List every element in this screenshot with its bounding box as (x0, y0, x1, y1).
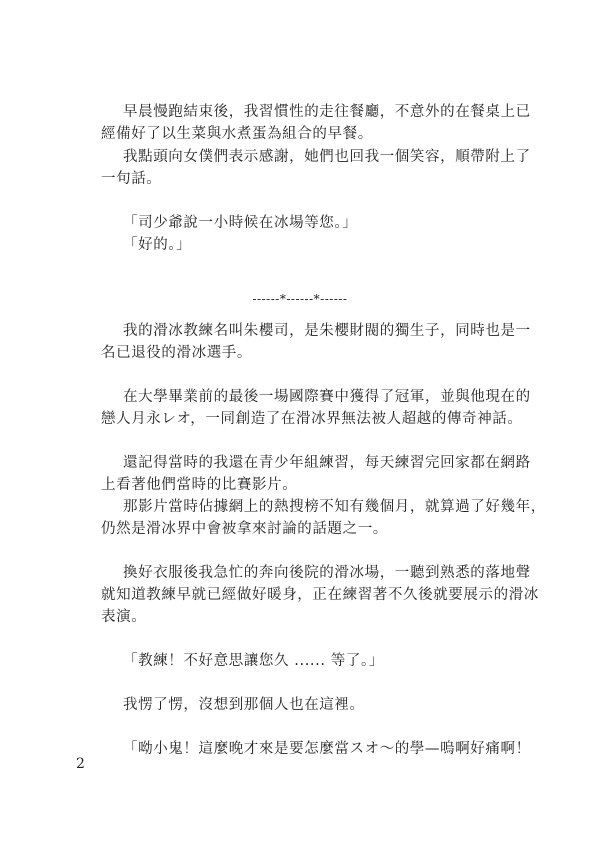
text-line: 我愣了愣，沒想到那個人也在這裡。 (123, 697, 365, 713)
text-line: 戀人月永レオ，一同創造了在滑冰界無法被人超越的傳奇神話。 (101, 411, 523, 427)
text-line: 我的滑冰教練名叫朱櫻司，是朱櫻財閥的獨生子，同時也是一 (123, 323, 531, 339)
text-line: 我點頭向女僕們表示感謝，她們也回我一個笑容，順帶附上了 (123, 149, 531, 165)
text-line: 名已退役的滑冰選手。 (101, 345, 252, 361)
text-line: 表演。 (101, 609, 147, 625)
dialogue-line: 「司少爺說一小時候在冰場等您。」 (123, 215, 358, 231)
text-line: 上看著他們當時的比賽影片。 (101, 477, 298, 493)
text-line: 還記得當時的我還在青少年組練習，每天練習完回家都在網路 (123, 455, 531, 471)
text-line: 經備好了以生菜與水煮蛋為組合的早餐。 (101, 126, 373, 142)
section-separator: ------*------*------ (252, 292, 348, 306)
text-line: 仍然是滑冰界中會被拿來討論的話題之一。 (101, 521, 388, 537)
text-line: 就知道教練早就已經做好暖身，正在練習著不久後就要展示的滑冰 (101, 587, 539, 603)
dialogue-line: 「教練！不好意思讓您久 ...... 等了。」 (123, 653, 384, 669)
page-number: 2 (76, 756, 85, 772)
text-line: 換好衣服後我急忙的奔向後院的滑冰場，一聽到熟悉的落地聲 (123, 565, 531, 581)
text-line: 一句話。 (101, 171, 162, 187)
text-line: 在大學畢業前的最後一場國際賽中獲得了冠軍，並與他現在的 (123, 389, 531, 405)
dialogue-line: 「呦小鬼！這麼晚才來是要怎麼當スオ～的學—嗚啊好痛啊！ (123, 741, 531, 757)
dialogue-line: 「好的。」 (123, 237, 192, 253)
text-line: 那影片當時佔據網上的熱搜榜不知有幾個月，就算過了好幾年， (123, 499, 546, 515)
text-line: 早晨慢跑結束後，我習慣性的走往餐廳，不意外的在餐桌上已 (123, 104, 531, 120)
